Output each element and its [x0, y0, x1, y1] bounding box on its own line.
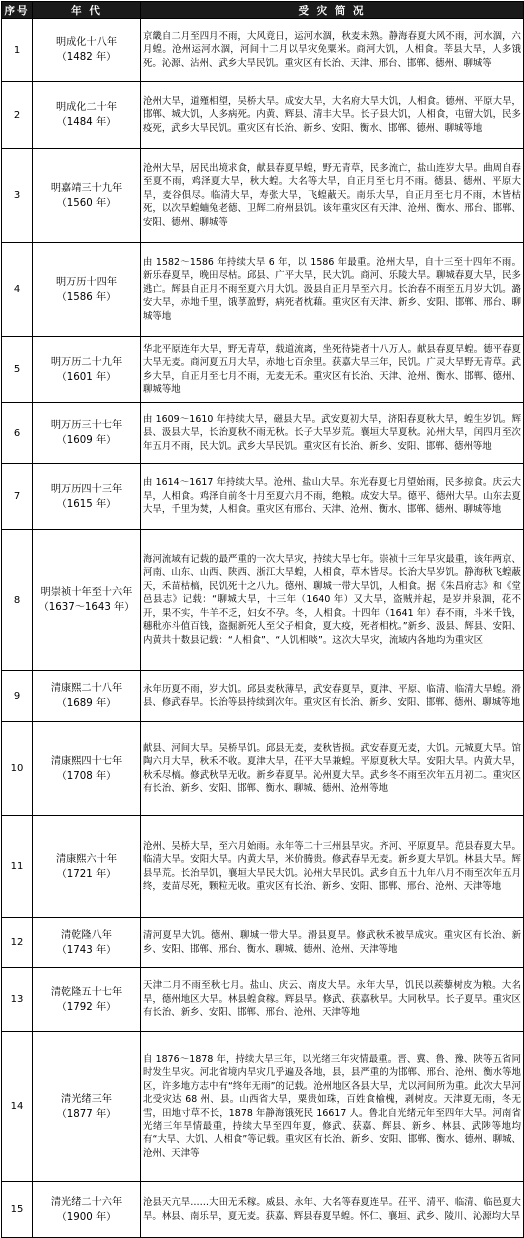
row-era: [33, 464, 141, 530]
row-description: 沧州、吴桥大旱，至六月始雨。永年等二十三州县旱灾。齐河、平原夏旱。范县春夏大旱。临清大旱。安阳大旱。内黄大旱，米价腾贵。修武春旱无麦。新乡夏大旱饥。林县大旱。辉县旱荒。长治旱饥，襄垣大旱民大饥。沁州大旱民饥。武乡自五十九年八月不雨至次年五月终，麦苗尽死，颗粒无收。重灾区有长治、新乡、安阳、邯郸、邢台、沧州、天津等地: [141, 816, 524, 918]
row-index: 14: [2, 1032, 33, 1182]
era-name: 清光绪二十六年: [50, 1196, 123, 1208]
era-name: 清乾隆五十七年: [50, 986, 123, 998]
row-era: [33, 19, 141, 82]
era-name: 清康熙四十七年: [50, 755, 123, 767]
row-index: 2: [2, 82, 33, 149]
table-row: [2, 149, 524, 243]
row-index: 1: [2, 19, 33, 82]
table-row: [2, 19, 524, 82]
row-era: [33, 149, 141, 243]
row-index: 10: [2, 722, 33, 816]
row-index: 7: [2, 464, 33, 530]
table-row: [2, 816, 524, 918]
row-index: 6: [2, 403, 33, 464]
row-description: 天津二月不雨至秋七月。盐山、庆云、南皮大旱。永年大旱，饥民以蒺藜树皮为粮。大名旱，德州地区大旱。林县蝗食稼。辉县旱。修武、获嘉秋旱。大同秋旱。长子夏旱。重灾区有长治、新乡、安阳、邯郸、邢台、沧州、天津等地: [141, 968, 524, 1032]
era-year: （1609 年）: [56, 435, 117, 446]
row-description: 沧州大旱，道殣相望，吴桥大旱。成安大旱，大名府大旱大饥，人相食。德州、平原大旱，邯郸、城大饥，人多病死。内黄、辉县、清丰大旱。长子县大饥，人相食，屯留大饥，民多疫死，武乡大旱民饥。重灾区有长治、新乡、安阳、衡水、邯郸、德州、聊城等地: [141, 82, 524, 149]
row-index: 12: [2, 918, 33, 968]
row-description: 京畿自二月至四月不雨，大风竟日，运河水涸，秋麦未熟。静海春夏大风不雨，河水涸，六月蝗。沧州运河水涸，河间十二月以旱灾免粟米。商河大饥，人相食。莘县大旱，人多饿死。沁源、沾州、武乡大旱民饥。重灾区有长治、天津、邢台、邯郸、德州、聊城等: [141, 19, 524, 82]
table-row: [2, 243, 524, 337]
header-era: 年 代: [33, 2, 141, 19]
row-era: [33, 82, 141, 149]
table-row: [2, 671, 524, 722]
row-era: [33, 1032, 141, 1182]
era-name: 明成化二十年: [55, 102, 118, 113]
row-era: [33, 816, 141, 918]
row-description: 沧州大旱，居民出境求食，献县春夏旱蝗，野无青草，民多流亡，盐山连岁大旱。曲周自春至夏不雨，鸡泽夏大旱，秋大蝗。大名等大旱，自正月至七月不雨。德县、德州、平原大旱，麦谷俱尽。临清大旱，寿张大旱，飞蝗蔽天。南乐大旱，自正月至七月不雨，木皆枯死，以次旱蝗蝻兔老德、卫辉二府州县饥。该年重灾区有天津、沧州、衡水、邢台、邯郸、安阳、德州、聊城等: [141, 149, 524, 243]
era-name: 明成化十八年: [55, 37, 118, 48]
row-description: 自 1876～1878 年，持续大旱三年，以光绪三年灾情最重。晋、冀、鲁、豫、陕等五省同时发生旱灾。河北省境内旱灾几乎遍及各地，县，县严重的为邯郸、邢台、沧州、衡水等地区，许多地方志中有“终年无雨”的记载。沧州地区各县大旱，尤以河间所为重。此次大旱河北受灾达 68 州、县。山西省大旱，粟贵如珠，百姓食榆槐，剥树皮。天津夏无雨，冬无雪，田地寸草不长，1878 年静海饿死民 16617 人。鲁北自光绪元年至四年大旱。河南省光绪三年旱情最重，持续大旱至四年夏，修武、获嘉、辉县、新乡、林县、武陟等地均有“大旱、大饥、人相食”等记载。重灾区有长治、新乡、安阳、邯郸、衡水、德州、聊城、沧州、天津等: [141, 1032, 524, 1182]
row-era: [33, 722, 141, 816]
row-description: 沧县天亢旱……大田无禾稼。威县、永年、大名等春夏连旱。茌平、清平、临清、临邑夏大旱。林县、南乐旱，夏无麦。获嘉、辉县春夏旱蝗。怀仁、襄垣、武乡、陵川、沁源均大旱: [141, 1182, 524, 1238]
era-year: （1615 年）: [56, 498, 117, 510]
table-row: [2, 530, 524, 671]
table-row: [2, 1032, 524, 1182]
row-description: 献县、河间大旱。吴桥旱饥。邱县无麦，麦秋皆损。武安春夏无麦，大饥。元城夏大旱。馆陶六月大旱，秋禾不收。夏津大旱，茌平大旱兼蝗。平原夏秋大旱。安阳大旱。内黄大旱，秋禾尽槁。修武秋旱无收。新乡春夏旱。沁州夏大旱。武乡冬不雨至次年五月初二。重灾区有长治、新乡、安阳、邯郸、衡水、聊城、德州、沧州等地: [141, 722, 524, 816]
era-year: （1482 年）: [56, 52, 117, 63]
era-year: （1877 年）: [56, 1108, 117, 1120]
row-description: 由 1582～1586 年持续大旱 6 年，以 1586 年最重。沧州大旱，自十三至十四年不雨。新乐春夏旱，晚田尽枯。邱县、广平大旱，民大饥。商河、乐陵大旱。聊城春夏大旱，民多逃亡。辉县自正月不雨至夏六月大饥。汲县自正月旱至六月。长治春不雨至五月岁大饥。潞安大旱，赤地千里，饿莩盈野，病死者枕藉。重灾区有天津、新乡、安阳、邯郸、邢台、聊城等地: [141, 243, 524, 337]
era-name: 明万历四十三年: [50, 483, 123, 495]
row-index: 8: [2, 530, 33, 671]
table-row: [2, 722, 524, 816]
era-name: 明嘉靖三十九年: [50, 182, 123, 194]
era-year: （1743 年）: [56, 944, 117, 956]
row-era: [33, 671, 141, 722]
table-row: [2, 464, 524, 530]
row-index: 4: [2, 243, 33, 337]
era-year: （1792 年）: [56, 1001, 117, 1013]
table-header-row: [2, 2, 524, 19]
era-name: 明崇祯十年至十六年（1637～1643 年）: [38, 587, 135, 613]
era-year: （1601 年）: [56, 371, 117, 383]
row-index: 13: [2, 968, 33, 1032]
drought-records-table: [1, 1, 524, 1238]
era-year: （1586 年）: [56, 291, 117, 303]
row-index: 5: [2, 337, 33, 403]
table-row: [2, 968, 524, 1032]
era-name: 清康熙二十八年: [50, 683, 123, 694]
era-year: （1484 年）: [56, 117, 117, 128]
era-year: （1689 年）: [56, 698, 117, 709]
table-row: [2, 337, 524, 403]
row-index: 15: [2, 1182, 33, 1238]
table-row: [2, 403, 524, 464]
era-name: 明万历三十七年: [50, 420, 123, 431]
row-description: 清河夏旱大饥。德州、聊城一带大旱。滑县夏旱。修武秋禾被旱成灾。重灾区有长治、新乡、安阳、邯郸、邢台、衡水、聊城、德州、沧州、天津等地: [141, 918, 524, 968]
era-year: （1560 年）: [56, 197, 117, 209]
era-year: （1721 年）: [56, 868, 117, 880]
row-era: [33, 530, 141, 671]
row-era: [33, 337, 141, 403]
row-index: 9: [2, 671, 33, 722]
row-description: 华北平原连年大旱，野无青草，载道流离，坐死待毙者十八万人。献县春夏旱蝗。德平春夏大旱无麦。商河夏五月大旱，赤地七百余里。获嘉大旱三年，民饥。广灵大旱野无青草。武乡大旱，自正月至七月不雨，无麦无禾。重灾区有长治、天津、沧州、衡水、邯郸、德州、聊城等地: [141, 337, 524, 403]
row-description: 由 1609～1610 年持续大旱，磁县大旱。武安夏初大旱，济阳春夏秋大旱，蝗生岁饥。辉县、汲县大旱，长治夏秋不雨无秋。长子大旱岁荒。襄垣大旱夏秋。沁州大旱，闰四月至次年五月不雨，民大饥。武乡大旱民饥。重灾区有长治、新乡、安阳、邯郸、德州等地: [141, 403, 524, 464]
era-year: （1900 年）: [56, 1211, 117, 1223]
row-index: 3: [2, 149, 33, 243]
row-description: 永年历夏不雨，岁大饥。邱县麦秋薄旱，武安春夏旱，夏津、平原、临清、临清大旱蝗。滑县、修武春旱。长治等县持续到次年。重灾区有长治、新乡、安阳、邯郸、德州、聊城等地: [141, 671, 524, 722]
era-name: 明万历二十九年: [50, 356, 123, 368]
era-name: 清乾隆八年: [61, 929, 112, 941]
table-row: [2, 918, 524, 968]
row-era: [33, 918, 141, 968]
row-index: 11: [2, 816, 33, 918]
row-description: 海河流域有记载的最严重的一次大旱灾，持续大旱七年。崇祯十三年旱灾最重，该年两京、河南、山东、山西、陕西、浙江大旱蝗，人相食，草木皆尽。长治大旱岁饥。静海秋飞蝗蔽天，禾苗枯槁，民饥死十之八九。德州、聊城一带大旱饥，人相食。据《朱昌府志》和《堂邑县志》记载：“聊城大旱，十三年（1640 年）又大旱，盗贼并起，是岁并泉涸，花不开，果不实，牛羊不乏，妇女不孕。冬，人相食。十四年（1641 年）春不雨，斗米千钱，穗秕亦斗值百钱，盗掘新死人至父子相食，夏大疫，死者相枕。”新乡、汲县、辉县、安阳、内黄共十数县记载：“人相食”、“人饥相啖”。这次大旱灾，流域内各地均为重灾区: [141, 530, 524, 671]
header-index: 序号: [2, 2, 33, 19]
table-row: [2, 82, 524, 149]
row-description: 由 1614～1617 年持续大旱。沧州、盐山大旱。东光春夏七月望始雨，民多掠食。庆云大旱，人相食。鸡泽自前冬十月至夏六月不雨，绝粮。成安大旱。德平、德州大旱。山东去夏大旱，千里为焚，人相食。重灾区有邢台、天津、沧州、衡水、邯郸、德州、聊城等地: [141, 464, 524, 530]
row-era: [33, 243, 141, 337]
era-name: 明万历十四年: [55, 276, 118, 288]
row-era: [33, 968, 141, 1032]
header-summary: 受 灾 简 况: [141, 2, 524, 19]
table-row: [2, 1182, 524, 1238]
row-era: [33, 1182, 141, 1238]
era-name: 清康熙六十年: [55, 853, 118, 865]
era-name: 清光绪三年: [61, 1093, 112, 1105]
era-year: （1708 年）: [56, 770, 117, 782]
row-era: [33, 403, 141, 464]
